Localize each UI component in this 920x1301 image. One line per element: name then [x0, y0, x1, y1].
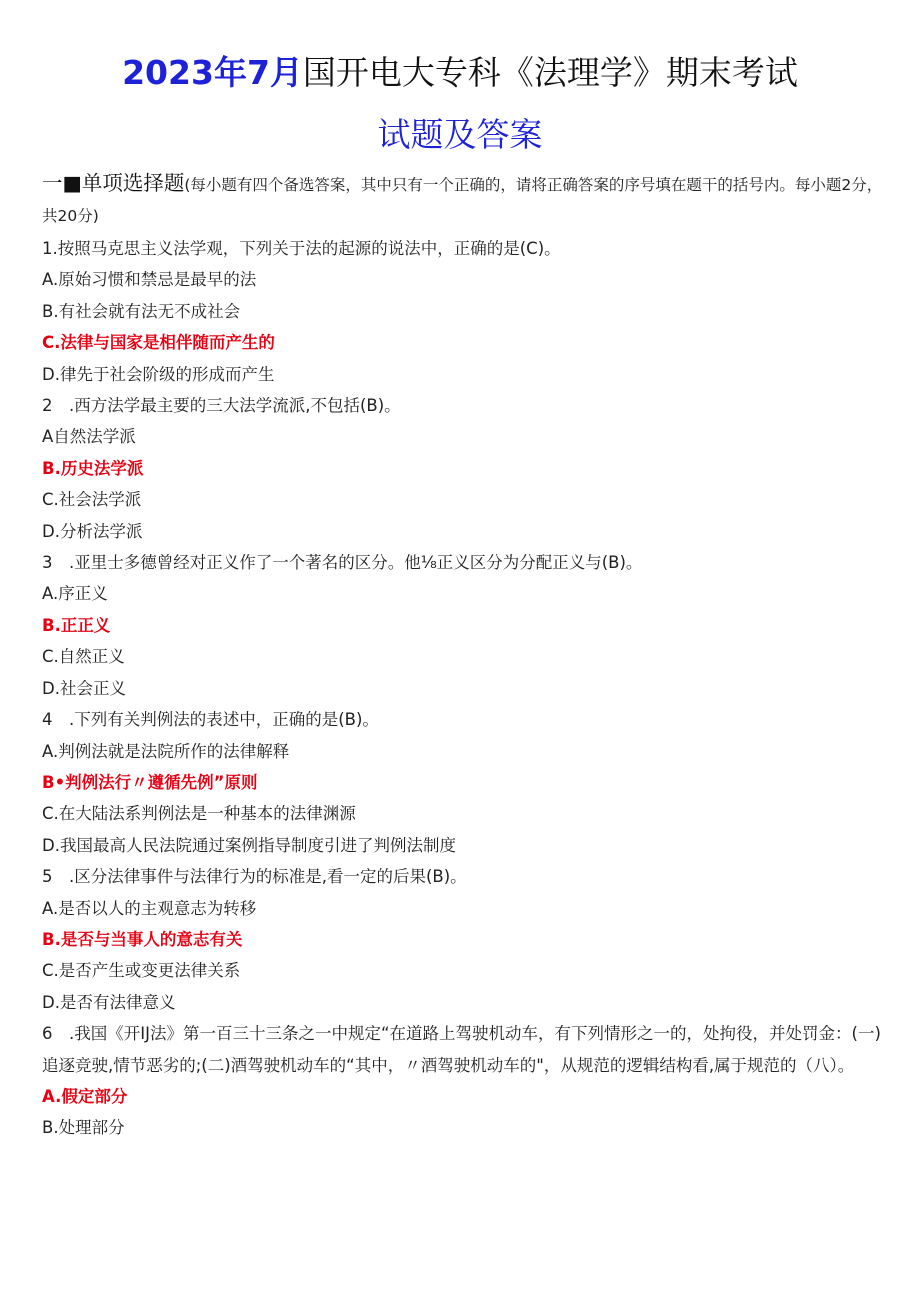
correct-answer-b: B.历史法学派: [42, 458, 144, 478]
option-d: D.社会正义: [42, 678, 126, 698]
option-a: A.判例法就是法院所作的法律解释: [42, 741, 290, 761]
question-stem: 3 .亚里士多德曾经对正义作了一个著名的区分。他⅛正义区分为分配正义与(B)。: [42, 553, 643, 573]
option-b: B.有社会就有法无不成社会: [42, 301, 241, 321]
option-c: C.在大陆法系判例法是一种基本的法律渊源: [42, 804, 356, 824]
question-stem: 6 .我国《开IJ法》第一百三十三条之一中规定“在道路上驾驶机动车，有下列情形之一的，处拘役，并处罚金：(一)追逐竞驶,情节恶劣的;(二)酒驾驶机动车的“其中，〃酒驾驶机动车的"，从规范的逻辑结构看,属于规范的（八）。: [42, 1024, 881, 1075]
option-a: A.是否以人的主观意志为转移: [42, 898, 257, 918]
option-c: C.自然正义: [42, 647, 125, 667]
option-d: D.律先于社会阶级的形成而产生: [42, 364, 275, 384]
exam-content: [42, 168, 887, 1144]
title-date: 2023年7月: [122, 53, 303, 92]
option-c: C.是否产生或变更法律关系: [42, 961, 241, 981]
question-4: [42, 704, 887, 861]
option-c: C.社会法学派: [42, 490, 142, 510]
section-instruction: (每小题有四个备选答案，其中只有一个正确的，请将正确答案的序号填在题干的括号内。每小题2分，共20分): [42, 176, 883, 225]
correct-answer-b: B.是否与当事人的意志有关: [42, 929, 243, 949]
section-heading: 一■单项选择题: [42, 171, 185, 195]
option-d: D.我国最高人民法院通过案例指导制度引进了判例法制度: [42, 835, 456, 855]
question-2: [42, 390, 887, 547]
title-course: 国开电大专科《法理学》期末考试: [302, 53, 798, 92]
question-stem: 2 .西方法学最主要的三大法学流派,不包括(B)。: [42, 396, 401, 416]
section-header: [42, 168, 887, 232]
option-a: A.序正义: [42, 584, 108, 604]
correct-answer-b: B.正正义: [42, 615, 111, 635]
correct-answer-a: A.假定部分: [42, 1086, 128, 1106]
question-5: [42, 861, 887, 1018]
correct-answer-c: C.法律与国家是相伴随而产生的: [42, 333, 275, 353]
question-6: [42, 1018, 887, 1144]
question-3: [42, 547, 887, 704]
question-1: [42, 233, 887, 390]
question-stem: 5 .区分法律事件与法律行为的标准是,看一定的后果(B)。: [42, 867, 467, 887]
option-a: A.原始习惯和禁忌是最早的法: [42, 270, 257, 290]
document-title: [0, 50, 920, 96]
correct-answer-b: B•判例法行〃遵循先例”原则: [42, 772, 258, 792]
document-subtitle: 试题及答案: [377, 115, 543, 154]
option-b: B.处理部分: [42, 1118, 125, 1138]
question-stem: 1.按照马克思主义法学观，下列关于法的起源的说法中，正确的是(C)。: [42, 239, 561, 258]
option-d: D.分析法学派: [42, 521, 143, 541]
option-a: A自然法学派: [42, 427, 136, 447]
question-stem: 4 .下列有关判例法的表述中，正确的是(B)。: [42, 710, 379, 730]
option-d: D.是否有法律意义: [42, 992, 176, 1012]
